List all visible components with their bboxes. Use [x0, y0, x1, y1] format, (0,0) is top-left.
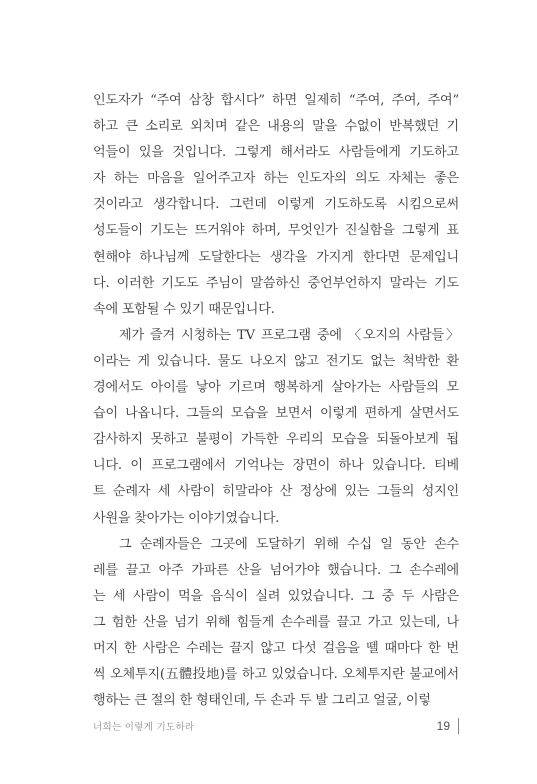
text-line: 감사하지 못하고 불평이 가득한 우리의 모습을 되돌아보게 됩 [93, 432, 459, 448]
text-line: 머지 한 사람은 수레는 끌지 않고 다섯 걸음을 뗄 때마다 한 번 [93, 640, 459, 656]
page-number-rule [458, 718, 459, 734]
text-line: 습이 나옵니다. 그들의 모습을 보면서 이렇게 편하게 살면서도 [93, 406, 459, 422]
page-number: 19 [436, 719, 450, 733]
text-line: 다. 이러한 기도도 주님이 말씀하신 중언부언하지 말라는 기도 [93, 275, 459, 291]
text-line: 것이라고 생각합니다. 그런데 이렇게 기도하도록 시킴으로써 [93, 197, 459, 213]
text-line: 이라는 게 있습니다. 물도 나오지 않고 전기도 없는 척박한 환 [93, 353, 459, 369]
text-line: 씩 오체투지(五體投地)를 하고 있었습니다. 오체투지란 불교에서 [93, 667, 459, 683]
text-line: 인도자가 “주여 삼창 합시다” 하면 일제히 “주여, 주여, 주여” [93, 93, 459, 108]
text-line: 성도들이 기도는 뜨거워야 하며, 무엇인가 진실함을 그렇게 표 [93, 223, 459, 239]
text-line: 그 순례자들은 그곳에 도달하기 위해 수십 일 동안 손수 [119, 536, 459, 552]
text-line: 사원을 찾아가는 이야기였습니다. [93, 510, 280, 526]
page-number-block [437, 718, 459, 734]
paragraph [93, 88, 459, 323]
text-line: 트 순례자 세 사람이 히말라야 산 정상에 있는 그들의 성지인 [93, 484, 459, 500]
paragraph [93, 323, 459, 532]
text-line: 경에서도 아이를 낳아 기르며 행복하게 살아가는 사람들의 모 [93, 380, 459, 396]
text-line: 하고 큰 소리로 외치며 같은 내용의 말을 수없이 반복했던 기 [93, 119, 459, 135]
text-line: 그 험한 산을 넘기 위해 힘들게 손수레를 끌고 가고 있는데, 나 [93, 614, 459, 630]
page-footer [93, 717, 459, 735]
text-line: 자 하는 마음을 일어주고자 하는 인도자의 의도 자체는 좋은 [93, 171, 459, 187]
paragraph [93, 532, 459, 715]
text-line: 레를 끌고 아주 가파른 산을 넘어가야 했습니다. 그 손수레에 [93, 562, 459, 578]
text-line: 현해야 하나님께 도달한다는 생각을 가지게 한다면 문제입니 [93, 249, 459, 265]
running-title: 너희는 이렇게 기도하라 [93, 722, 195, 733]
text-line: 니다. 이 프로그램에서 기억나는 장면이 하나 있습니다. 티베 [93, 458, 459, 474]
text-line: 행하는 큰 절의 한 형태인데, 두 손과 두 발 그리고 얼굴, 이렇 [93, 693, 431, 709]
text-line: 억들이 있을 것입니다. 그렇게 해서라도 사람들에게 기도하고 [93, 145, 459, 161]
body-text [93, 88, 459, 714]
text-line: 제가 즐겨 시청하는 TV 프로그램 중에 〈오지의 사람들〉 [119, 327, 459, 343]
text-line: 속에 포함될 수 있기 때문입니다. [93, 301, 275, 317]
text-line: 는 세 사람이 먹을 음식이 실려 있었습니다. 그 중 두 사람은 [93, 588, 459, 604]
